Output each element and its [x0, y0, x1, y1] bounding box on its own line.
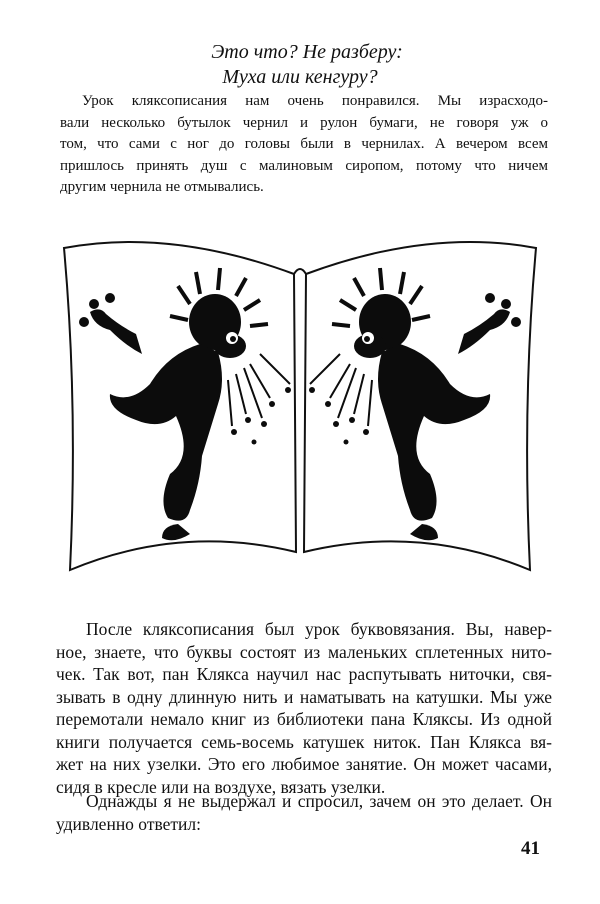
paragraph-1 — [60, 91, 548, 199]
text-line: После кляксописания был урок буквовязания. Вы, навер- — [86, 619, 552, 639]
text-line: жет на них узелки. Это его любимое занятие. Он может часами, — [56, 754, 552, 774]
book-spine — [294, 269, 306, 274]
paragraph-2 — [56, 618, 552, 798]
epigraph — [0, 40, 600, 90]
page-number: 41 — [521, 838, 540, 859]
text-line: перемотали немало книг из библиотеки пана Кляксы. Из одной — [56, 709, 552, 729]
text-line: книги получается семь-восемь катушек ниток. Пан Клякса вя- — [56, 731, 552, 752]
text-line: удивленно ответил: — [56, 813, 202, 834]
inkblot-figure-left — [79, 268, 291, 540]
epigraph-line: Это что? Не разберу: — [211, 41, 403, 63]
text-line: зывать в одну длинную нить и наматывать на катушки. Мы уже — [56, 686, 552, 707]
text-line: том, что сами с ног до головы были в чернилах. А вечером всем — [60, 136, 548, 152]
text-line: Урок кляксописания нам очень понравился. Мы израсходо- — [82, 93, 548, 109]
text-line: пришлось принять душ с малиновым сиропом, потому что ничем — [60, 157, 548, 174]
text-line: чек. Так вот, пан Клякса научил нас распутывать ниточки, свя- — [56, 664, 552, 684]
paragraph-3 — [56, 790, 552, 835]
text-line: Однажды я не выдержал и спросил, зачем он это делает. Он — [86, 791, 552, 811]
epigraph-line: Муха или кенгуру? — [222, 66, 378, 88]
text-line: ное, знаете, что буквы состоят из маленьких сплетенных нито- — [56, 641, 552, 662]
text-line: сидя в кресле или на воздухе, вязать узелки. — [56, 776, 386, 797]
text-line: вали несколько бутылок чернил и рулон бумаги, не говоря уж о — [60, 114, 548, 131]
inkblot-figure-right — [309, 268, 521, 540]
inkblot-book-illustration — [50, 234, 550, 590]
text-line: другим чернила не отмывались. — [60, 179, 264, 195]
